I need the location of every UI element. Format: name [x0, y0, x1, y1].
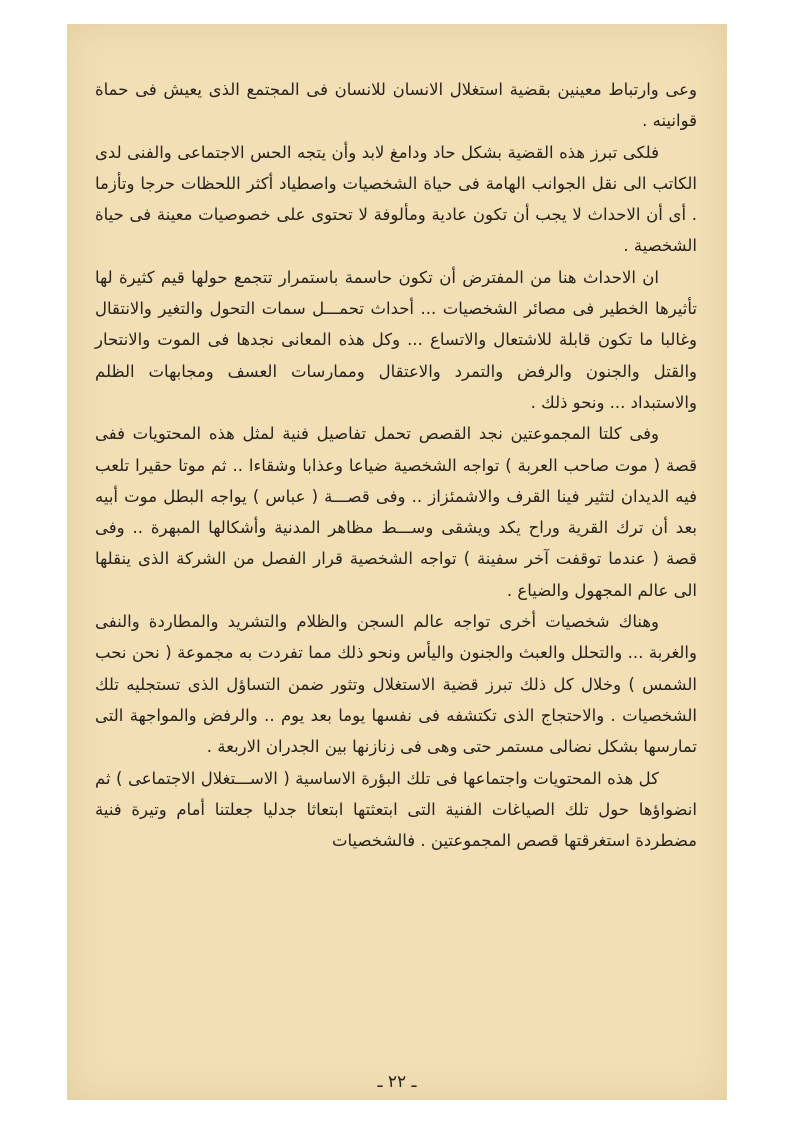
paragraph-6: كل هذه المحتويات واجتماعها فى تلك البؤرة الاساسية ( الاســـتغلال الاجتماعى ) ثم انضواؤها حول تلك الصياغات الفنية التى ابتعثتها ابتعاثا جدليا جعلتنا أمام وتيرة فنية مضطردة استغرقتها قصص المجموعتين . فالشخصيات	[95, 768, 697, 851]
paragraph-3: ان الاحداث هنا من المفترض أن تكون حاسمة باستمرار تتجمع حولها قيم كثيرة لها تأثيرها الخطير فى مصائر الشخصيات ... أحداث تحمـــل سمات التحول والتغير والانتقال وغالبا ما تكون قابلة للاشتعال والاتساع ... وكل هذه المعانى نجدها فى الموت والانتحار والقتل والجنون والرفض والتمرد والاعتقال وممارسات العسف ومجابهات الظلم والاستبداد ... ونحو ذلك .	[95, 267, 697, 412]
paragraph-4: وفى كلتا المجموعتين نجد القصص تحمل تفاصيل فنية لمثل هذه المحتويات ففى قصة ( موت صاحب العربة ) تواجه الشخصية ضياعا وعذابا وشقاءا .. ثم موتا حقيرا تلعب فيه الديدان لتثير فينا القرف والاشمئزاز .. وفى قصـــة ( عباس ) يواجه البطل موت أبيه بعد أن ترك القرية وراح يكد ويشقى وســـط مظاهر المدنية وأشكالها المبهرة .. وفى قصة ( عندما توقفت آخر سفينة ) تواجه الشخصية قرار الفصل من الشركة الذى ينقلها الى عالم المجهول والضياع .	[95, 424, 697, 600]
paragraph-1: وعى وارتباط معينين بقضية استغلال الانسان للانسان فى المجتمع الذى يعيش فى حماة قوانينه .	[95, 80, 697, 131]
book-page	[67, 24, 727, 1100]
page-number: ـ ٢٢ ـ	[377, 1072, 417, 1092]
body-text	[95, 74, 697, 856]
paragraph-5: وهناك شخصيات أخرى تواجه عالم السجن والظلام والتشريد والمطاردة والنفى والغربة ... والتحلل والعبث والجنون واليأس ونحو ذلك مما تفردت به مجموعة ( نحن نحب الشمس ) وخلال كل ذلك تبرز قضية الاستغلال وتثور ضمن التساؤل الذى تستجليه تلك الشخصيات . والاحتجاج الذى تكتشفه فى نفسها يوما بعد يوم .. والرفض والمواجهة التى تمارسها بشكل نضالى مستمر حتى وهى فى زنازنها بين الجدران الاربعة .	[95, 612, 697, 757]
paragraph-2: فلكى تبرز هذه القضية بشكل حاد ودامغ لابد وأن يتجه الحس الاجتماعى والفنى لدى الكاتب الى نقل الجوانب الهامة فى حياة الشخصيات واصطياد أكثر اللحظات حرجا وتأزما . أى أن الاحداث لا يجب أن تكون عادية ومألوفة لا تحتوى على خصوصيات معينة فى حياة الشخصية .	[95, 142, 697, 256]
